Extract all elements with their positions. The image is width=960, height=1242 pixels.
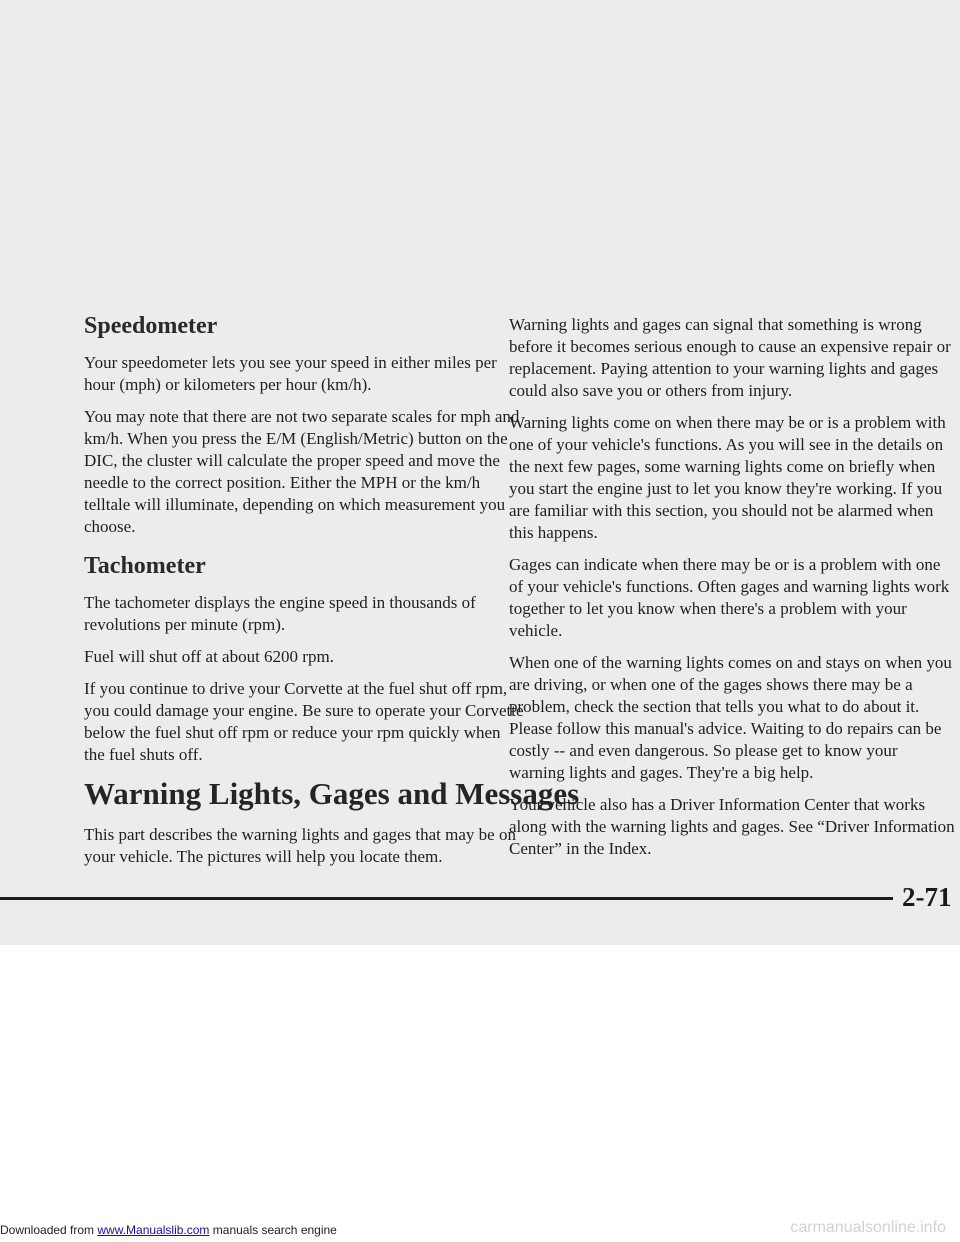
- warning-section-paragraph-1: This part describes the warning lights and gages that may be on your vehicle. The pictures will help you locate them.: [84, 825, 516, 866]
- download-footer: [0, 1222, 337, 1238]
- left-column: [84, 312, 580, 878]
- right-paragraph-2: Warning lights come on when there may be or is a problem with one of your vehicle's functions. As you will see in the details on the next few pages, some warning lights come on briefly when you start the engine just to let you know they're working. If you are familiar with this section, you should not be alarmed when this happens.: [509, 413, 946, 542]
- right-paragraph-4: When one of the warning lights comes on and stays on when you are driving, or when one of the gages shows there may be a problem, check the section that tells you what to do about it. Please follow this manual's advice. Waiting to do repairs can be costly -- and even dangerous. So please get to know your warning lights and gages. They're a big help.: [509, 653, 952, 782]
- right-column: [509, 314, 955, 870]
- tachometer-paragraph-3: If you continue to drive your Corvette at the fuel shut off rpm, you could damage your engine. Be sure to operate your Corvette below the fuel shut off rpm or reduce your rpm quickly when the fuel shuts off.: [84, 679, 524, 764]
- right-paragraph-5: Your vehicle also has a Driver Information Center that works along with the warning lights and gages. See “Driver Information Center” in the Index.: [509, 795, 955, 858]
- footer-suffix: manuals search engine: [209, 1223, 337, 1237]
- manualslib-link[interactable]: www.Manualslib.com: [97, 1223, 210, 1237]
- speedometer-paragraph-1: Your speedometer lets you see your speed in either miles per hour (mph) or kilometers per hour (km/h).: [84, 353, 497, 394]
- page-number: 2-71: [902, 882, 952, 912]
- page-divider-rule: [0, 897, 893, 900]
- tachometer-heading: Tachometer: [84, 553, 206, 579]
- footer-prefix: Downloaded from: [0, 1223, 98, 1237]
- warning-section-heading: Warning Lights, Gages and Messages: [84, 776, 580, 811]
- tachometer-paragraph-2: Fuel will shut off at about 6200 rpm.: [84, 647, 334, 666]
- right-paragraph-3: Gages can indicate when there may be or is a problem with one of your vehicle's functions. Often gages and warning lights work together to let you know when there's a problem with your vehicle.: [509, 555, 950, 640]
- speedometer-paragraph-2: You may note that there are not two separate scales for mph and km/h. When you press the E/M (English/Metric) button on the DIC, the cluster will calculate the proper speed and move the needle to the correct position. Either the MPH or the km/h telltale will illuminate, depending on which measurement you choose.: [84, 407, 520, 536]
- right-paragraph-1: Warning lights and gages can signal that something is wrong before it becomes serious enough to cause an expensive repair or replacement. Paying attention to your warning lights and gages could also save you or others from injury.: [509, 315, 951, 400]
- speedometer-heading: Speedometer: [84, 313, 218, 339]
- watermark-text: carmanualsonline.info: [790, 1219, 946, 1236]
- tachometer-paragraph-1: The tachometer displays the engine speed in thousands of revolutions per minute (rpm).: [84, 593, 476, 634]
